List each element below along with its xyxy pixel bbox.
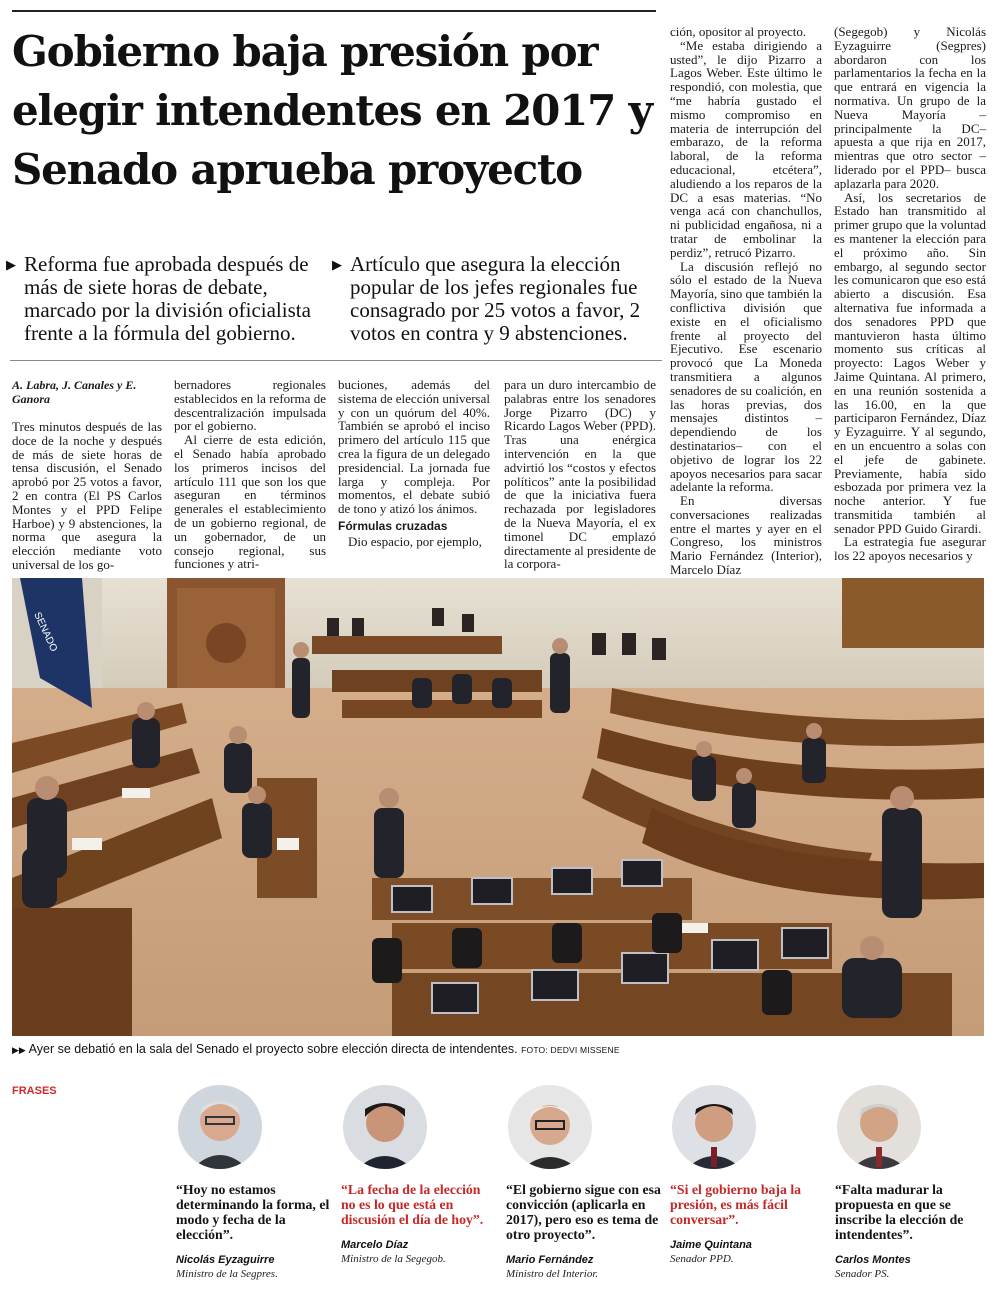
avatar xyxy=(508,1085,592,1169)
article-paragraph: bernadores regionales establecidos en la reforma de descentralización impulsada por el gobierno. xyxy=(174,377,326,434)
quote-name: Carlos Montes xyxy=(835,1254,911,1266)
article-column-5 xyxy=(670,25,822,577)
deck-divider xyxy=(10,360,662,361)
banner-text: SENADO xyxy=(31,610,60,654)
article-column-3 xyxy=(338,378,490,549)
quote-diaz xyxy=(341,1085,497,1265)
article-paragraph: para un duro intercambio de palabras entre los senadores Jorge Pizarro (DC) y Ricardo Lagos Weber (PPD). Tras una enérgica intervención en la que advirtió los “costos y efectos políticos” ante la posibilidad de que la iniciativa fuera rechazada por legisladores de la Nueva Mayoría, el ex timonel DC emplazó directamente al presidente de la corpora- xyxy=(504,377,656,572)
quote-text: “Hoy no estamos determinando la forma, el modo y fecha de la elección”. xyxy=(176,1182,330,1242)
article-paragraph: La discusión reflejó no sólo el estado de la Nueva Mayoría, sino que también la conflictiva división que existe en el oficialismo frente al proyecto del Ejecutivo. Ese escenario provocó que La Moneda transmitiera a algunos senadores de su coalición, en las horas previas, dos mensajes distintos –dependiendo de los destinatarios– con el objetivo de lograr los 22 apoyos necesarios para sacar adelante la reforma. xyxy=(670,258,822,495)
article-paragraph: Así, los secretarios de Estado han transmitido al primer grupo que la voluntad es mantener la elección para el próximo año. Sin embargo, al segundo sector les comunicaron que eso está abierto a discusión. Esa alternativa fue informada a dos senadores PPD que mantuvieron hasta último momento sus críticas al proyecto: Lagos Weber y Jaime Quintana. Al primero, en una reunión sostenida a las 16.00, en la que participaron Fernández, Díaz y Eyzaguirre. Y al segundo, en un encuentro a solas con el jefe de gabinete. Previamente, había sido esbozada por primera vez la noche anterior. Y fue transmitida también al senador PPD Guido Girardi. xyxy=(834,189,986,536)
frases-label: FRASES xyxy=(12,1085,57,1097)
quote-role: Ministro del Interior. xyxy=(506,1268,599,1280)
article-column-4 xyxy=(504,378,656,571)
article-paragraph: ción, opositor al proyecto. xyxy=(670,24,807,39)
article-paragraph: La estrategia fue asegurar los 22 apoyos necesarios y xyxy=(834,534,986,564)
deck-point-1-text: Reforma fue aprobada después de más de siete horas de debate, marcado por la división oficialista frente a la fórmula del gobierno. xyxy=(24,252,311,345)
triangle-bullet-icon: ▶ xyxy=(332,257,342,272)
article-paragraph: buciones, además del sistema de elección universal y con un quórum del 40%. También se aprobó el inciso primero del artículo 115 que crea la figura de un delegado presidencial. La jornada fue larga y compleja. Por momentos, el debate subió de tono y atizó los ánimos. xyxy=(338,377,490,517)
quote-role: Ministro de la Segpres. xyxy=(176,1268,278,1280)
quote-fernandez xyxy=(506,1085,662,1280)
quote-quintana xyxy=(670,1085,826,1265)
quote-name: Jaime Quintana xyxy=(670,1239,752,1251)
quote-name: Nicolás Eyzaguirre xyxy=(176,1254,275,1266)
article-paragraph: (Segegob) y Nicolás Eyzaguirre (Segpres) abordaron con los parlamentarios la fecha en la que entrará en vigencia la normativa. Un grupo de la Nueva Mayoría –principalmente la DC– apuesta a que rija en 2017, mientras que otro sector –liderado por el PPD– busca aplazarla para 2020. xyxy=(834,24,986,191)
article-paragraph: Tres minutos después de las doce de la noche y después de más de siete horas de tensa discusión, el Senado aprobó por 25 votos a favor, 2 en contra (El PS Carlos Montes y el PPD Felipe Harboe) y 9 abstenciones, la norma que asegura la elección mediante voto universal de los go- xyxy=(12,419,162,572)
deck-point-1 xyxy=(6,252,320,345)
quote-montes xyxy=(835,1085,991,1280)
article-paragraph: En diversas conversaciones realizadas entre el martes y ayer en el Congreso, los ministros Mario Fernández (Interior), Marcelo Díaz xyxy=(670,493,822,578)
quote-text: “Falta madurar la propuesta en que se inscribe la elección de intendentes”. xyxy=(835,1182,964,1242)
quote-eyzaguirre xyxy=(176,1085,332,1280)
byline: A. Labra, J. Canales y E. Ganora xyxy=(12,378,137,406)
quote-name: Mario Fernández xyxy=(506,1254,594,1266)
caption-text: Ayer se debatió en la sala del Senado el proyecto sobre elección directa de intendentes. xyxy=(28,1042,518,1056)
quote-role: Ministro de la Segegob. xyxy=(341,1253,446,1265)
article-paragraph: Al cierre de esta edición, el Senado había aprobado los primeros incisos del artículo 111 que son los que aseguran en términos generales el establecimiento de un gobierno regional, de un gobernador, de un consejo regional, sus funciones y atri- xyxy=(174,432,326,572)
top-rule xyxy=(12,10,656,12)
double-arrow-icon: ▶▶ xyxy=(12,1045,26,1055)
article-column-2 xyxy=(174,378,326,571)
photo-credit: FOTO: DEDVI MISSENE xyxy=(521,1045,620,1055)
avatar xyxy=(343,1085,427,1169)
avatar xyxy=(672,1085,756,1169)
article-column-1 xyxy=(12,378,162,572)
quote-text: “Si el gobierno baja la presión, es más fácil conversar”. xyxy=(670,1182,802,1227)
quote-role: Senador PS. xyxy=(835,1268,890,1280)
quote-role: Senador PPD. xyxy=(670,1253,734,1265)
deck-point-2-text: Artículo que asegura la elección popular de los jefes regionales fue consagrado por 25 votos a favor, 2 votos en contra y 9 abstenciones. xyxy=(350,252,641,345)
deck-point-2 xyxy=(332,252,661,345)
avatar xyxy=(837,1085,921,1169)
senate-chamber-illustration xyxy=(12,578,984,1036)
subhead: Fórmulas cruzadas xyxy=(338,518,448,533)
photo-caption xyxy=(12,1042,984,1056)
article-paragraph: “Me estaba dirigiendo a usted”, le dijo Pizarro a Lagos Weber. Este último le respondió, con molestia, que “me habría gustado el mismo compromiso en materia de interrupción del embarazo, de la reforma laboral, de la reforma educacional, etcétera”, aludiendo a los reparos de la DC a esas materias. “No venga acá con chanchullos, ni publicidad engañosa, ni a tratar de embolinar la perdiz”, retrucó Pizarro. xyxy=(670,37,822,260)
article-column-6 xyxy=(834,25,986,563)
headline: Gobierno baja presión por elegir intendentes en 2017 y Senado aprueba proyecto xyxy=(12,27,652,194)
triangle-bullet-icon: ▶ xyxy=(6,257,16,272)
quote-text: “La fecha de la elección no es lo que está en discusión el día de hoy”. xyxy=(341,1182,484,1227)
article-paragraph: Dio espacio, por ejemplo, xyxy=(348,533,482,549)
senate-chamber-photo xyxy=(12,578,984,1036)
quote-text: “El gobierno sigue con esa convicción (aplicarla en 2017), pero eso es tema de otro proyecto”. xyxy=(506,1182,661,1242)
avatar xyxy=(178,1085,262,1169)
quote-name: Marcelo Díaz xyxy=(341,1239,409,1251)
